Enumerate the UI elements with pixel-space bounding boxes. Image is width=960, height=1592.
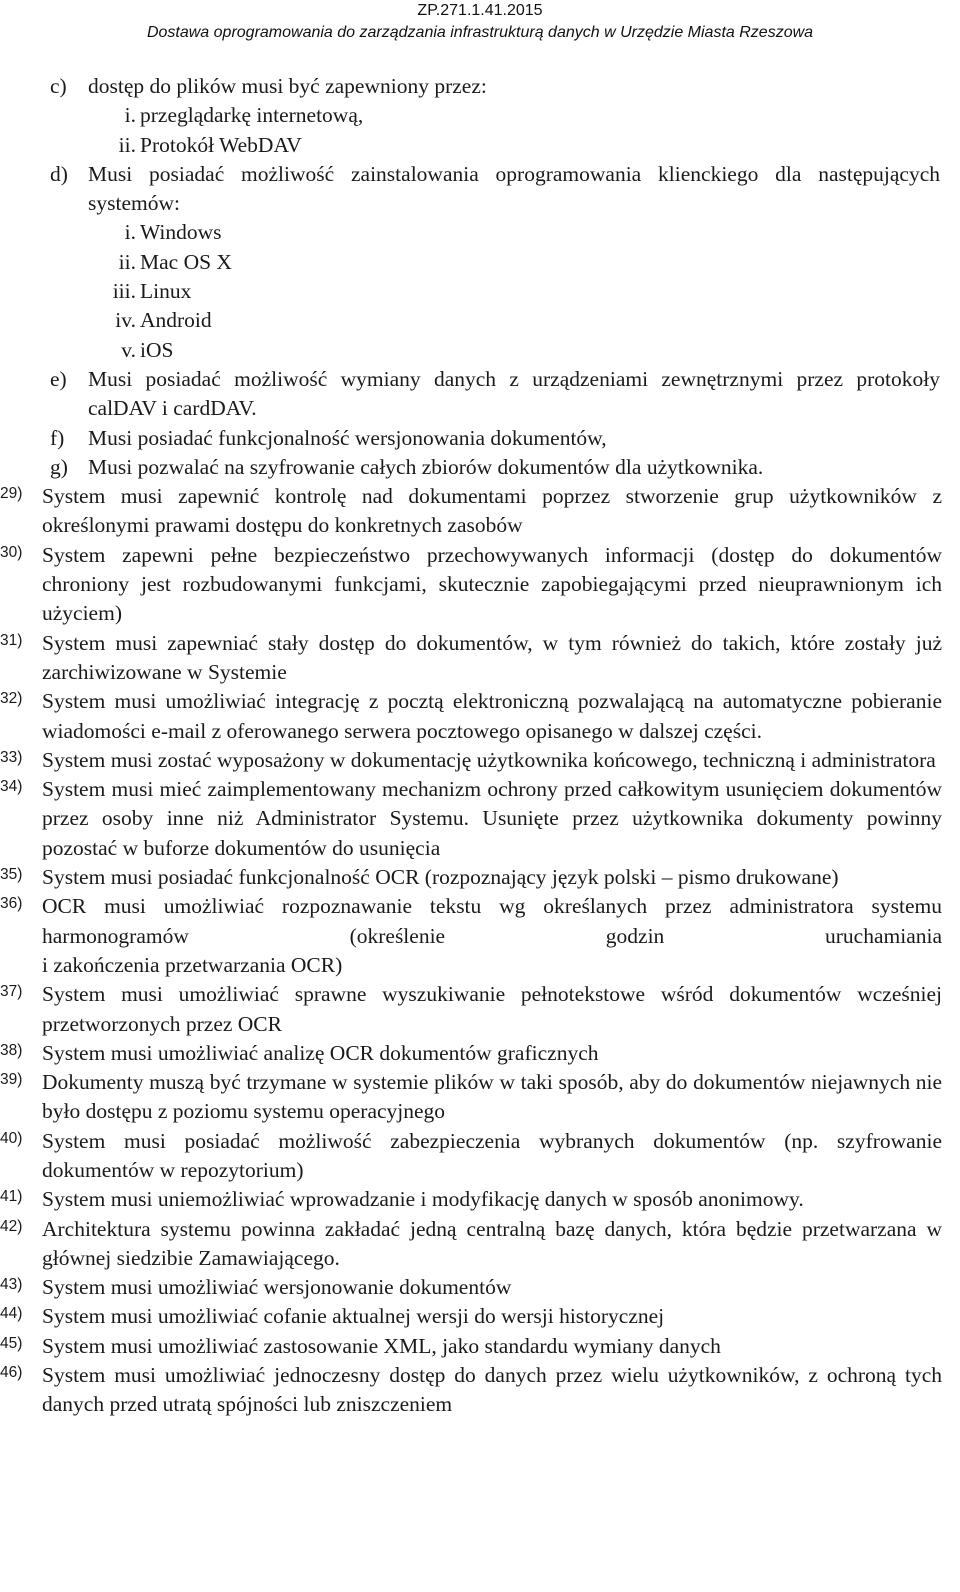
requirement-item xyxy=(0,1302,960,1331)
requirement-number: 29) xyxy=(0,485,23,503)
requirement-number: 35) xyxy=(0,866,23,884)
requirement-number: 46) xyxy=(0,1364,23,1382)
list-marker: d) xyxy=(50,161,68,186)
list-marker: iii. xyxy=(112,279,136,304)
requirement-item xyxy=(0,482,960,541)
list-text: dostęp do plików musi być zapewniony przez: xyxy=(88,74,487,98)
list-item xyxy=(0,424,960,453)
requirement-item xyxy=(0,541,960,629)
list-marker: g) xyxy=(50,454,68,479)
requirement-text: Dokumenty muszą być trzymane w systemie plików w taki sposób, aby do dokumentów niejawnych nie było dostępu z poziomu systemu operacyjnego xyxy=(42,1070,942,1124)
list-text: Musi posiadać możliwość wymiany danych z urządzeniami zewnętrznymi przez protokoły calDAV i cardDAV. xyxy=(88,366,940,421)
requirement-number: 33) xyxy=(0,748,23,766)
requirement-number: 45) xyxy=(0,1334,23,1352)
requirement-number: 39) xyxy=(0,1071,23,1089)
requirement-text: System musi umożliwiać sprawne wyszukiwanie pełnotekstowe wśród dokumentów wcześniej przetworzonych przez OCR xyxy=(42,982,942,1036)
page-header xyxy=(0,0,960,44)
list-text: Android xyxy=(140,308,212,333)
list-marker: i. xyxy=(124,103,136,128)
requirement-number: 44) xyxy=(0,1305,23,1323)
list-item xyxy=(0,131,960,160)
requirement-text-continued: i zakończenia przetwarzania OCR) xyxy=(42,952,343,977)
requirement-number: 43) xyxy=(0,1276,23,1294)
list-marker: iv. xyxy=(115,308,136,333)
requirement-item xyxy=(0,892,960,980)
requirement-item xyxy=(0,687,960,746)
list-text: Protokół WebDAV xyxy=(140,132,302,157)
list-item xyxy=(0,365,960,424)
list-marker: ii. xyxy=(118,132,136,157)
requirement-text: System musi zostać wyposażony w dokumentację użytkownika końcowego, techniczną i administratora xyxy=(42,747,936,772)
requirement-text: System musi umożliwiać jednoczesny dostęp do danych przez wielu użytkowników, z ochroną tych danych przed utratą spójności lub zniszczeniem xyxy=(42,1363,942,1417)
requirement-number: 38) xyxy=(0,1041,23,1059)
requirement-item xyxy=(0,1273,960,1302)
requirement-item xyxy=(0,980,960,1039)
document-title: Dostawa oprogramowania do zarządzania infrastrukturą danych w Urzędzie Miasta Rzeszowa xyxy=(146,24,814,41)
list-item xyxy=(0,336,960,365)
list-text: Mac OS X xyxy=(140,249,232,274)
list-marker: v. xyxy=(121,337,136,362)
list-text: Linux xyxy=(140,279,192,304)
list-marker: e) xyxy=(50,366,67,391)
requirement-number: 30) xyxy=(0,543,23,561)
list-item xyxy=(0,101,960,130)
requirement-item xyxy=(0,1068,960,1127)
requirement-text: System zapewni pełne bezpieczeństwo przechowywanych informacji (dostęp do dokumentów chroniony jest rozbudowanymi funkcjami, skutecznie zapobiegającymi przed nieuprawnionym ich użyciem) xyxy=(42,542,942,626)
requirement-item xyxy=(0,746,960,775)
list-item xyxy=(0,453,960,482)
requirement-number: 40) xyxy=(0,1129,23,1147)
list-text: Musi posiadać funkcjonalność wersjonowania dokumentów, xyxy=(88,425,607,450)
list-text: Windows xyxy=(140,220,222,245)
list-item xyxy=(0,160,960,219)
requirement-text: System musi uniemożliwiać wprowadzanie i modyfikację danych w sposób anonimowy. xyxy=(42,1187,804,1212)
requirement-item xyxy=(0,863,960,892)
list-marker: ii. xyxy=(118,249,136,274)
list-marker: i. xyxy=(124,220,136,245)
requirement-number: 41) xyxy=(0,1188,23,1206)
requirement-text: System musi umożliwiać wersjonowanie dokumentów xyxy=(42,1275,512,1300)
requirement-text: System musi umożliwiać integrację z pocztą elektroniczną pozwalającą na automatyczne pobieranie wiadomości e-mail z oferowanego serwera pocztowego opisanego w dalszej części. xyxy=(42,689,942,743)
list-item xyxy=(0,218,960,247)
requirement-item xyxy=(0,1127,960,1186)
list-item xyxy=(0,248,960,277)
list-item xyxy=(0,277,960,306)
document-body xyxy=(0,72,960,1420)
list-text: przeglądarkę internetową, xyxy=(140,103,364,128)
requirement-text: System musi zapewniać stały dostęp do dokumentów, w tym również do takich, które zostały już zarchiwizowane w Systemie xyxy=(42,630,942,684)
list-text: iOS xyxy=(140,337,174,362)
requirement-item xyxy=(0,1215,960,1274)
requirement-text: System musi zapewnić kontrolę nad dokumentami poprzez stworzenie grup użytkowników z określonymi prawami dostępu do konkretnych zasobów xyxy=(42,484,942,538)
requirement-text: OCR musi umożliwiać rozpoznawanie tekstu wg określanych przez administratora systemu harmonogramów (określenie godzin uruchamiania xyxy=(42,894,942,948)
requirement-item xyxy=(0,629,960,688)
requirement-item xyxy=(0,1332,960,1361)
requirement-text: System musi posiadać funkcjonalność OCR (rozpoznający język polski – pismo drukowane) xyxy=(42,865,839,890)
requirement-text: System musi mieć zaimplementowany mechanizm ochrony przed całkowitym usunięciem dokumentów przez osoby inne niż Administrator Systemu. Usunięte przez użytkownika dokumenty powinny pozostać w buforze dokumentów do usunięcia xyxy=(42,777,942,860)
requirement-number: 37) xyxy=(0,983,23,1001)
requirement-text: Architektura systemu powinna zakładać jedną centralną bazę danych, która będzie przetwarzana w głównej siedzibie Zamawiającego. xyxy=(42,1216,942,1270)
list-item xyxy=(0,306,960,335)
requirement-item xyxy=(0,1361,960,1420)
list-text: Musi pozwalać na szyfrowanie całych zbiorów dokumentów dla użytkownika. xyxy=(88,454,764,479)
requirement-item xyxy=(0,1185,960,1214)
document-code: ZP.271.1.41.2015 xyxy=(417,2,543,19)
requirement-text: System musi posiadać możliwość zabezpieczenia wybranych dokumentów (np. szyfrowanie dokumentów w repozytorium) xyxy=(42,1128,942,1182)
list-text: Musi posiadać możliwość zainstalowania oprogramowania klienckiego dla następujących systemów: xyxy=(88,161,940,216)
requirement-text: System musi umożliwiać analizę OCR dokumentów graficznych xyxy=(42,1040,599,1065)
list-marker: f) xyxy=(50,425,65,450)
requirement-number: 42) xyxy=(0,1217,23,1235)
requirement-number: 32) xyxy=(0,690,23,708)
list-marker: c) xyxy=(50,74,67,98)
requirement-item xyxy=(0,1039,960,1068)
requirement-text: System musi umożliwiać zastosowanie XML, jako standardu wymiany danych xyxy=(42,1333,721,1358)
requirement-item xyxy=(0,775,960,863)
requirement-number: 31) xyxy=(0,631,23,649)
requirement-number: 36) xyxy=(0,895,23,913)
requirement-text: System musi umożliwiać cofanie aktualnej wersji do wersji historycznej xyxy=(42,1304,665,1329)
requirement-number: 34) xyxy=(0,778,23,796)
list-item xyxy=(0,72,960,101)
